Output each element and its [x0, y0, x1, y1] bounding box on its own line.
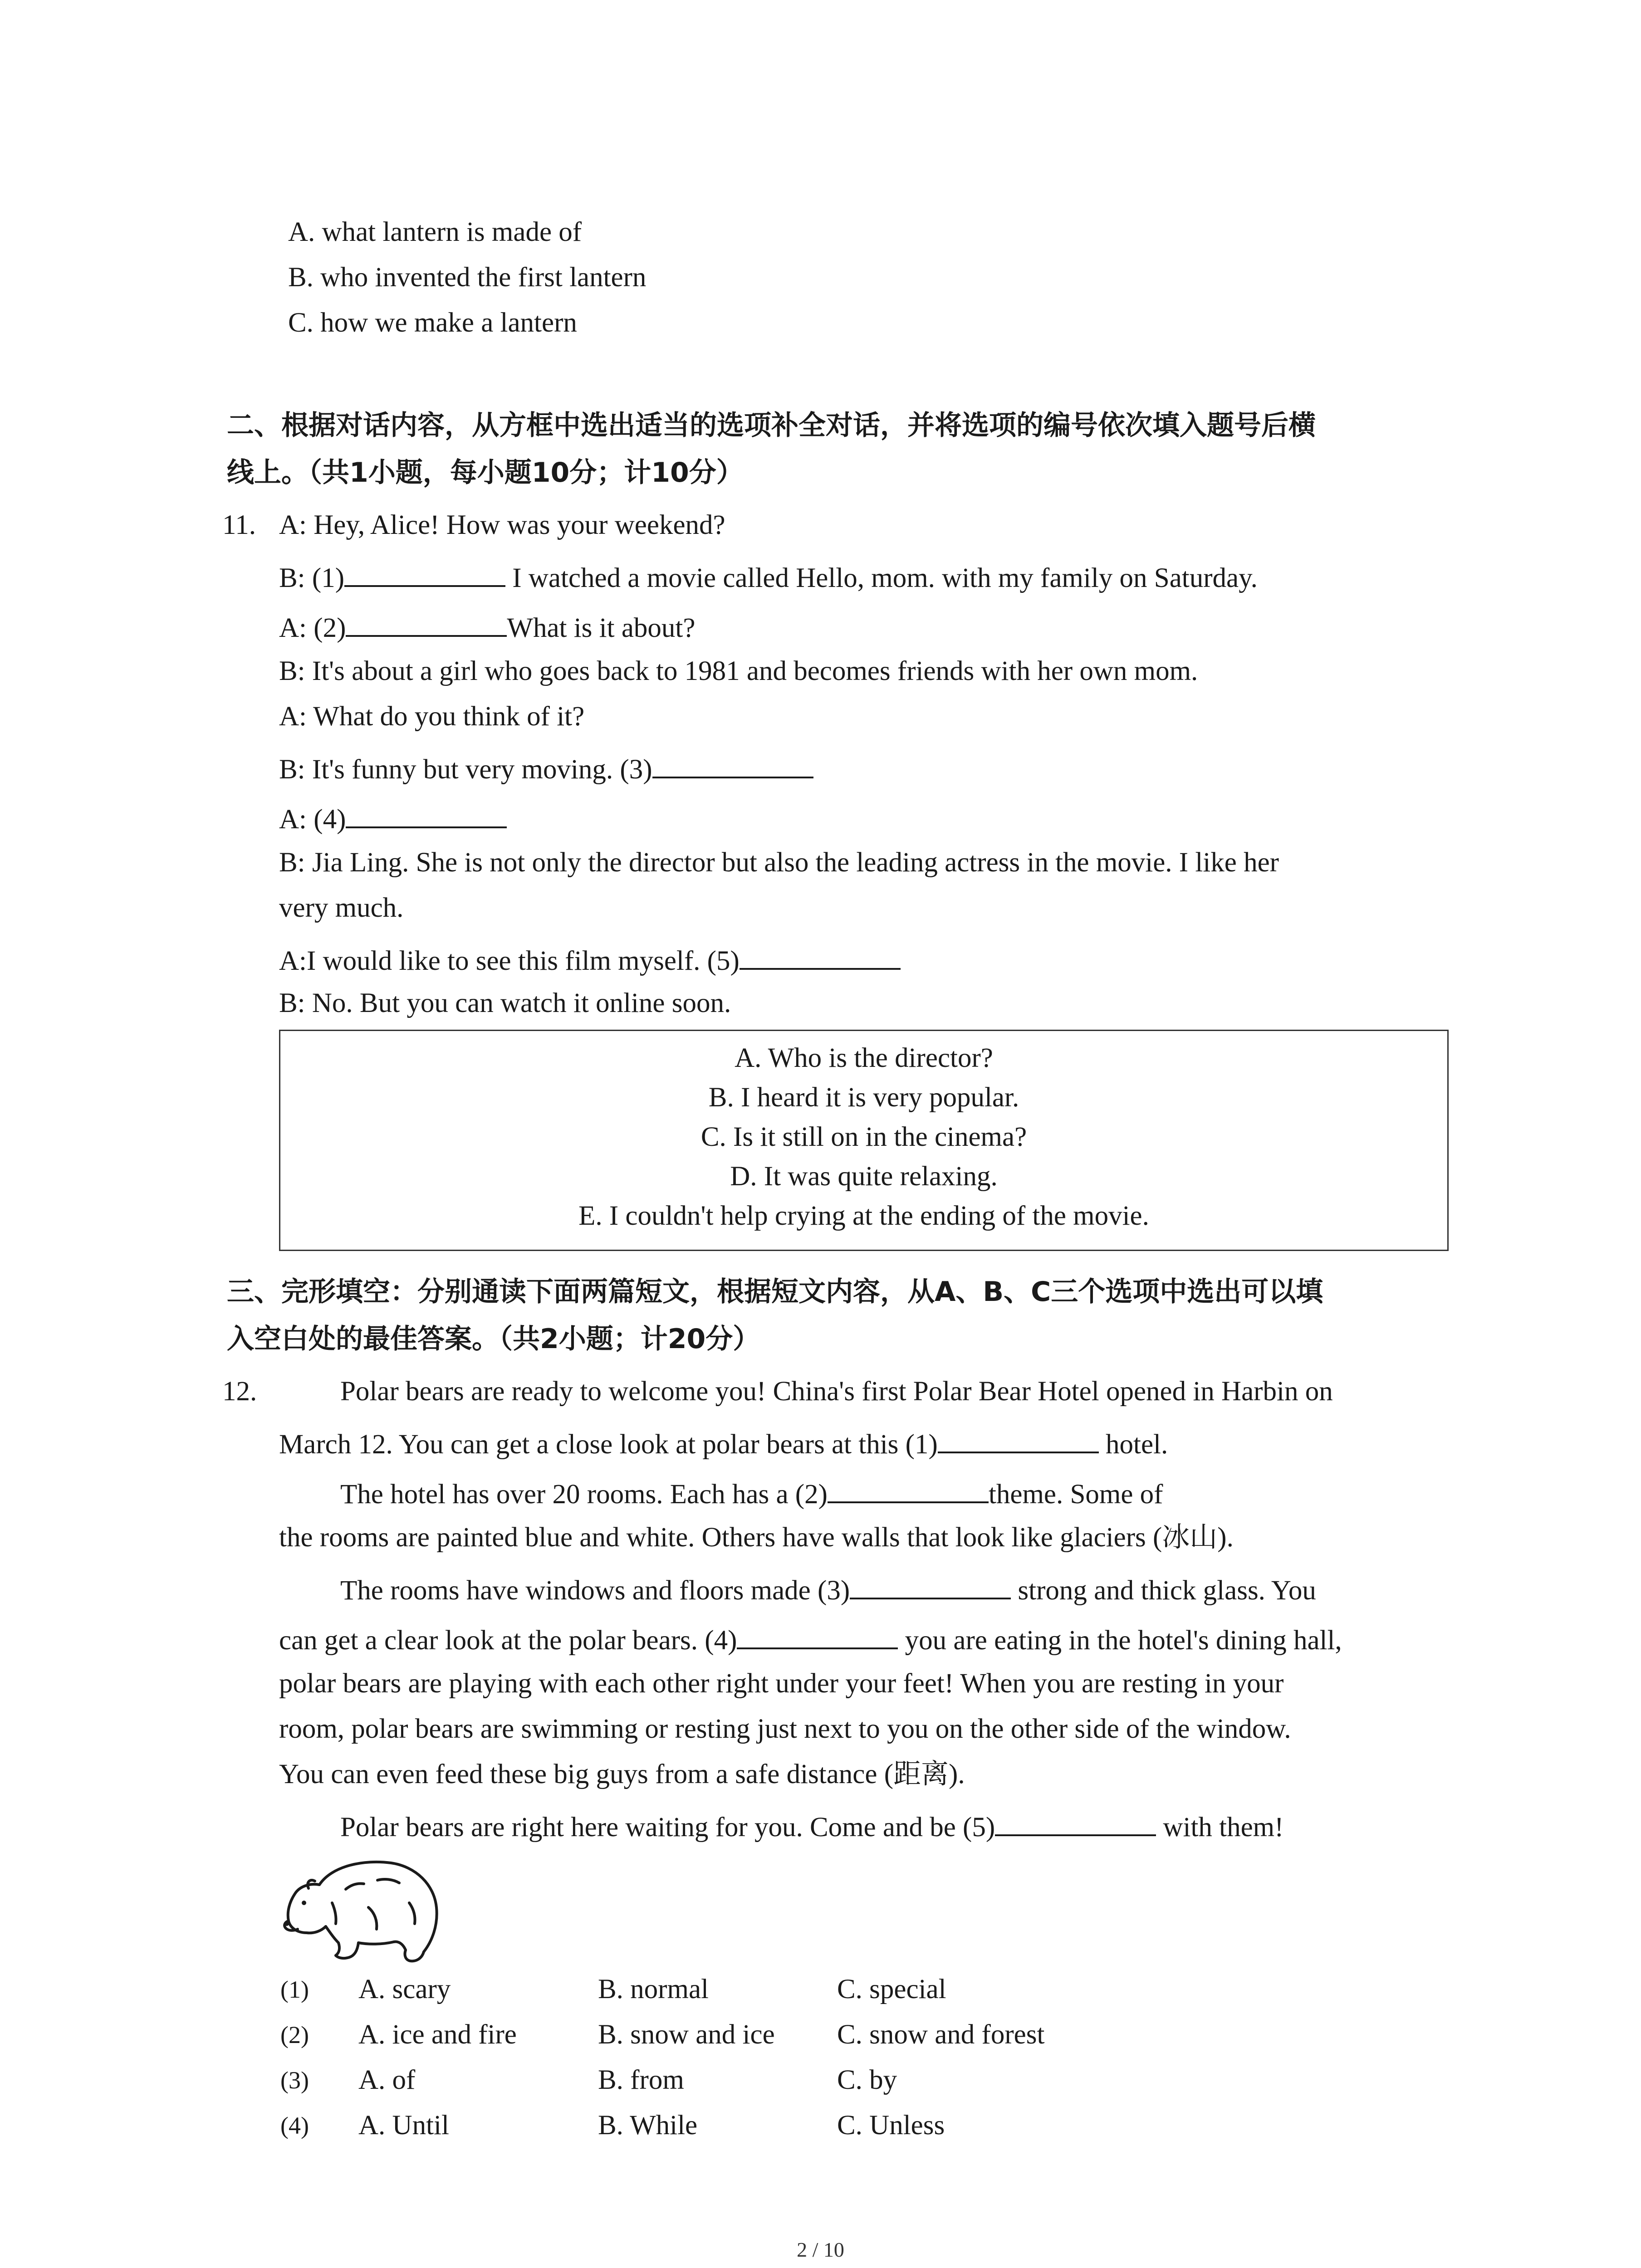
q11-line8: B: Jia Ling. She is not only the director but also the leading actress in the movie. I like her [279, 847, 1279, 878]
q11-line5: A: What do you think of it? [279, 701, 585, 732]
section3-heading-line1: 三、完形填空：分别通读下面两篇短文，根据短文内容，从A、B、C三个选项中选出可以填 [227, 1276, 1323, 1308]
q10-option-c: C. how we make a lantern [288, 308, 577, 338]
q12-para4-line1: Polar bears are right here waiting for you. Come and be (5) with them! [340, 1806, 1283, 1846]
q11-option-e: E. I couldn't help crying at the ending of the movie. [578, 1201, 1149, 1231]
q11-number: 11. [222, 510, 256, 540]
q12-para3-line1: The rooms have windows and floors made (3) strong and thick glass. You [340, 1569, 1316, 1609]
section2-heading-line2: 线上。（共1小题，每小题10分；计10分） [227, 457, 744, 489]
choice-4-a[interactable]: A. Until [358, 2110, 449, 2141]
section2-heading-line1: 二、根据对话内容，从方框中选出适当的选项补全对话，并将选项的编号依次填入题号后横 [227, 410, 1316, 441]
q11-line6: B: It's funny but very moving. (3) [279, 748, 813, 788]
q10-option-a: A. what lantern is made of [288, 217, 582, 247]
choice-2-a[interactable]: A. ice and fire [358, 2019, 517, 2050]
choice-number-4: (4) [280, 2112, 309, 2139]
q11-option-b: B. I heard it is very popular. [708, 1082, 1019, 1113]
q11-line9: very much. [279, 893, 404, 923]
q11-line1: A: Hey, Alice! How was your weekend? [279, 510, 725, 540]
cloze-blank-5[interactable] [995, 1806, 1156, 1836]
answer-blank-4[interactable] [346, 798, 507, 828]
choice-1-c[interactable]: C. special [837, 1974, 946, 2004]
q10-option-b: B. who invented the first lantern [288, 262, 647, 293]
page-number: 2 / 10 [797, 2238, 844, 2261]
q12-para2-line1: The hotel has over 20 rooms. Each has a (2) theme. Some of [340, 1473, 1163, 1513]
q12-para3-line2: can get a clear look at the polar bears. (4) you are eating in the hotel's dining hall, [279, 1619, 1342, 1659]
q11-line7: A: (4) [279, 798, 507, 838]
q12-para2-line2: the rooms are painted blue and white. Others have walls that look like glaciers (冰山). [279, 1522, 1234, 1553]
choice-number-2: (2) [280, 2021, 309, 2048]
cloze-blank-3[interactable] [850, 1569, 1011, 1599]
answer-blank-5[interactable] [740, 940, 901, 970]
q11-line10: A:I would like to see this film myself. (5) [279, 940, 901, 979]
choice-2-b[interactable]: B. snow and ice [598, 2019, 775, 2050]
q12-para3-line5: You can even feed these big guys from a safe distance (距离). [279, 1759, 965, 1789]
answer-blank-2[interactable] [346, 607, 507, 637]
q12-para1-line2: March 12. You can get a close look at polar bears at this (1) hotel. [279, 1423, 1168, 1463]
choice-1-a[interactable]: A. scary [358, 1974, 451, 2004]
answer-blank-3[interactable] [652, 748, 813, 778]
q12-para1-line1: Polar bears are ready to welcome you! China's first Polar Bear Hotel opened in Harbin on [340, 1376, 1333, 1407]
choice-number-1: (1) [280, 1976, 309, 2003]
choice-3-a[interactable]: A. of [358, 2065, 416, 2095]
choice-2-c[interactable]: C. snow and forest [837, 2019, 1045, 2050]
section3-heading-line2: 入空白处的最佳答案。（共2小题；计20分） [227, 1323, 760, 1355]
q11-line4: B: It's about a girl who goes back to 1981 and becomes friends with her own mom. [279, 656, 1198, 686]
cloze-blank-2[interactable] [828, 1473, 989, 1503]
q12-para3-line4: room, polar bears are swimming or resting just next to you on the other side of the window. [279, 1714, 1291, 1744]
polar-bear-illustration [278, 1853, 441, 1966]
choice-4-c[interactable]: C. Unless [837, 2110, 945, 2141]
q11-line2: B: (1) I watched a movie called Hello, mom. with my family on Saturday. [279, 557, 1258, 596]
choice-3-c[interactable]: C. by [837, 2065, 897, 2095]
choice-number-3: (3) [280, 2067, 309, 2094]
choice-4-b[interactable]: B. While [598, 2110, 698, 2141]
q11-option-d: D. It was quite relaxing. [730, 1161, 998, 1192]
q11-options-box [279, 1030, 1449, 1251]
q11-line3: A: (2) What is it about? [279, 607, 695, 646]
cloze-blank-4[interactable] [737, 1619, 898, 1649]
answer-blank-1[interactable] [344, 557, 505, 587]
choice-3-b[interactable]: B. from [598, 2065, 684, 2095]
q11-option-c: C. Is it still on in the cinema? [700, 1122, 1027, 1152]
choice-1-b[interactable]: B. normal [598, 1974, 709, 2004]
q12-para3-line3: polar bears are playing with each other right under your feet! When you are resting in your [279, 1668, 1284, 1699]
q11-option-a: A. Who is the director? [735, 1043, 993, 1073]
q12-number: 12. [222, 1376, 257, 1407]
q11-line11: B: No. But you can watch it online soon. [279, 988, 731, 1018]
cloze-blank-1[interactable] [938, 1423, 1099, 1453]
